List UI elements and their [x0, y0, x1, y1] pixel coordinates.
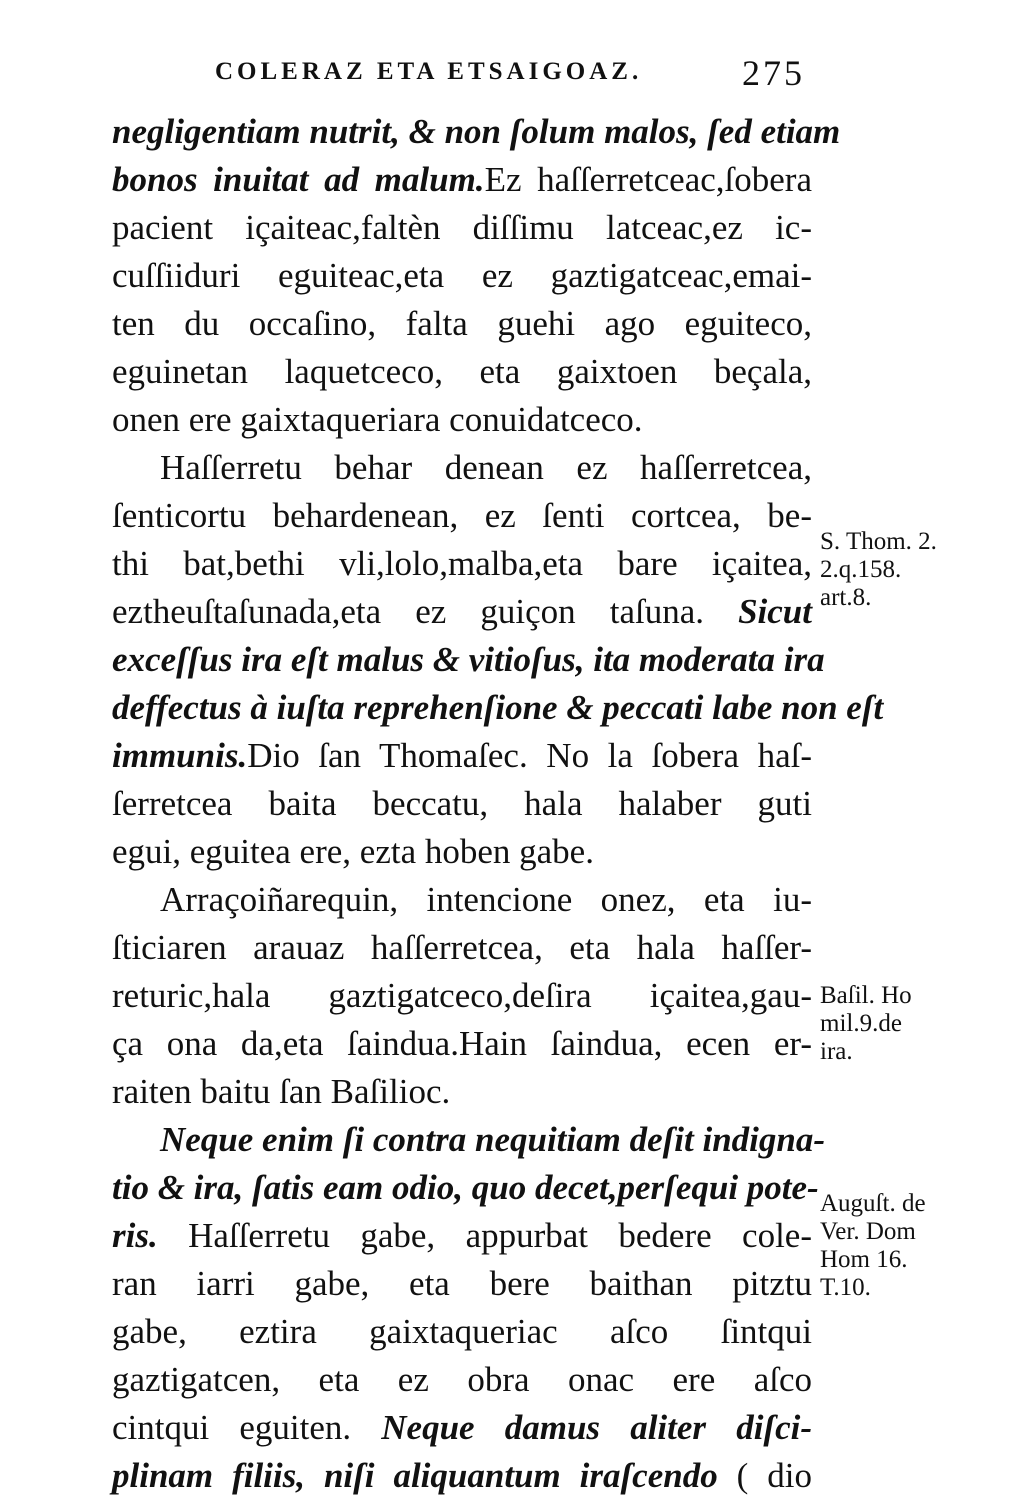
- text-line: [112, 348, 812, 396]
- margin-note-line: T.10.: [820, 1274, 871, 1301]
- basque-text-segment: ran iarri gabe, eta bere baithan pitztu: [112, 1264, 812, 1303]
- text-line: [112, 1260, 812, 1308]
- basque-text-segment: onen ere gaixtaqueriara conuidatceco.: [112, 400, 643, 439]
- latin-quote-segment: plinam filiis, niſi aliquantum iraſcendo: [112, 1456, 718, 1495]
- text-line: [112, 780, 812, 828]
- latin-quote-segment: Neque enim ſi contra nequitiam deſit indigna-: [160, 1120, 826, 1159]
- margin-note-line: 2.q.158.: [820, 556, 902, 583]
- text-line: [112, 1020, 812, 1068]
- running-head: [215, 52, 815, 96]
- margin-note-line: Ver. Dom: [820, 1218, 916, 1245]
- basque-text-segment: gabe, eztira gaixtaqueriac aſco ſintqui: [112, 1312, 812, 1351]
- basque-text-segment: egui, eguitea ere, ezta hoben gabe.: [112, 832, 594, 871]
- latin-quote-segment: tio & ira, ſatis eam odio, quo decet,perſequi pote-: [112, 1168, 819, 1207]
- text-line: [112, 204, 812, 252]
- running-head-title: COLERAZ ETA ETSAIGOAZ.: [215, 58, 643, 85]
- text-line: [112, 108, 841, 156]
- text-line: [112, 972, 812, 1020]
- text-line: [112, 1404, 812, 1452]
- text-line: [112, 492, 812, 540]
- latin-quote-segment: deffectus à iuſta reprehenſione & peccati labe non eſt: [112, 688, 884, 727]
- text-line: [112, 1452, 812, 1500]
- basque-text-segment: ten du occaſino, falta guehi ago eguiteco,: [112, 304, 812, 343]
- text-line: [112, 588, 812, 636]
- latin-quote-segment: negligentiam nutrit, & non ſolum malos, ſed etiam: [112, 112, 841, 151]
- page-number: 275: [742, 53, 805, 93]
- text-line: [112, 876, 812, 924]
- latin-quote-segment: ris.: [112, 1216, 189, 1255]
- latin-quote-segment: Neque damus aliter diſci-: [381, 1408, 812, 1447]
- text-line: [112, 1164, 819, 1212]
- latin-quote-segment: exceſſus ira eſt malus & vitioſus, ita moderata ira: [112, 640, 825, 679]
- basque-text-segment: ſenticortu behardenean, ez ſenti cortcea, be-: [112, 496, 812, 535]
- basque-text-segment: pacient içaiteac,faltèn diſſimu latceac,ez ic-: [112, 208, 812, 247]
- text-line: [112, 1308, 812, 1356]
- basque-text-segment: gaztigatcen, eta ez obra onac ere aſco: [112, 1360, 812, 1399]
- text-line: [112, 1212, 812, 1260]
- basque-text-segment: Haſſerretu gabe, appurbat bedere cole-: [188, 1216, 812, 1255]
- text-line: [112, 1116, 826, 1164]
- text-line: [112, 1356, 812, 1404]
- latin-quote-segment: immunis.: [112, 736, 248, 775]
- basque-text-segment: cuſſiiduri eguiteac,eta ez gaztigatceac,emai-: [112, 256, 812, 295]
- text-line: [112, 252, 812, 300]
- basque-text-segment: thi bat,bethi vli,lolo,malba,eta bare içaitea,: [112, 544, 812, 583]
- basque-text-segment: Arraçoiñarequin, intencione onez, eta iu-: [160, 880, 812, 919]
- margin-note-line: S. Thom. 2.: [820, 528, 937, 555]
- latin-quote-segment: bonos inuitat ad malum.: [112, 160, 485, 199]
- basque-text-segment: Haſſerretu behar denean ez haſſerretcea,: [160, 448, 812, 487]
- basque-text-segment: Dio ſan Thomaſec. No la ſobera haſ-: [247, 736, 812, 775]
- margin-note-line: Baſil. Ho: [820, 982, 912, 1009]
- text-line: [112, 636, 825, 684]
- margin-note-line: Hom 16.: [820, 1246, 908, 1273]
- text-line: [112, 828, 812, 876]
- margin-note-thomas: [820, 528, 937, 612]
- basque-text-segment: ſticiaren arauaz haſſerretcea, eta hala haſſer-: [112, 928, 812, 967]
- margin-note-line: art.8.: [820, 584, 872, 611]
- text-line: [112, 684, 884, 732]
- text-line: [112, 156, 812, 204]
- basque-text-segment: raiten baitu ſan Baſilioc.: [112, 1072, 451, 1111]
- margin-note-august: [820, 1190, 926, 1302]
- basque-text-segment: ſerretcea baita beccatu, hala halaber guti: [112, 784, 812, 823]
- basque-text-segment: eztheuſtaſunada,eta ez guiçon taſuna.: [112, 592, 739, 631]
- text-line: [112, 540, 812, 588]
- text-line: [112, 300, 812, 348]
- margin-note-line: mil.9.de: [820, 1010, 902, 1037]
- latin-quote-segment: Sicut: [738, 592, 812, 631]
- margin-note-basil: [820, 982, 912, 1066]
- basque-text-segment: cintqui eguiten.: [112, 1408, 382, 1447]
- text-line: [112, 444, 812, 492]
- text-line: [112, 1068, 812, 1116]
- basque-text-segment: ( dio: [717, 1456, 812, 1495]
- margin-note-line: Auguſt. de: [820, 1190, 926, 1217]
- basque-text-segment: eguinetan laquetceco, eta gaixtoen beçala,: [112, 352, 812, 391]
- basque-text-segment: Ez haſſerretceac,ſobera: [484, 160, 812, 199]
- margin-note-line: ira.: [820, 1038, 853, 1065]
- text-line: [112, 924, 812, 972]
- text-line: [112, 396, 812, 444]
- basque-text-segment: ça ona da,eta ſaindua.Hain ſaindua, ecen er-: [112, 1024, 812, 1063]
- text-line: [112, 732, 812, 780]
- basque-text-segment: returic,hala gaztigatceco,deſira içaitea,gau-: [112, 976, 812, 1015]
